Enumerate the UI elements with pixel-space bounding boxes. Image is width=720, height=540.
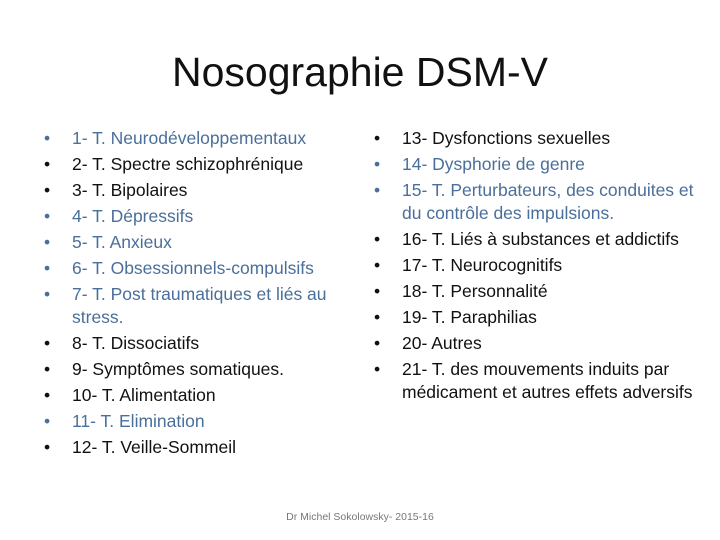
left-list-item-text: 3- T. Bipolaires: [72, 180, 188, 200]
left-list-item-text: 9- Symptômes somatiques.: [72, 359, 285, 379]
bullet-icon: •: [44, 206, 51, 226]
right-list-item-text: 20- Autres: [402, 333, 482, 353]
right-list-item-text: 19- T. Paraphilias: [402, 307, 537, 327]
right-list-item-text: 13- Dysfonctions sexuelles: [402, 128, 611, 148]
left-list-item-text: 2- T. Spectre schizophrénique: [72, 154, 304, 174]
right-list-item: [374, 306, 694, 329]
bullet-icon: •: [374, 154, 381, 174]
left-list-item-text: 8- T. Dissociatifs: [72, 333, 200, 353]
bullet-icon: •: [374, 307, 381, 327]
left-list-item: [44, 205, 364, 228]
left-list-item: [44, 283, 364, 329]
slide-footer: Dr Michel Sokolowsky- 2015-16: [286, 511, 434, 523]
right-list-item: [374, 254, 694, 277]
bullet-icon: •: [44, 154, 51, 174]
right-list-item-text: 15- T. Perturbateurs, des conduites et du contrôle des impulsions.: [402, 180, 694, 223]
right-list-item: [374, 280, 694, 303]
bullet-icon: •: [44, 333, 51, 353]
left-list-item-text: 12- T. Veille-Sommeil: [72, 437, 237, 457]
right-column-list: [374, 127, 694, 407]
right-list-item-text: 16- T. Liés à substances et addictifs: [402, 229, 679, 249]
bullet-icon: •: [44, 284, 51, 304]
right-list-item-text: 17- T. Neurocognitifs: [402, 255, 563, 275]
bullet-icon: •: [44, 411, 51, 431]
right-list-item: [374, 153, 694, 176]
bullet-icon: •: [44, 128, 51, 148]
slide-title: Nosographie DSM-V: [172, 49, 548, 95]
right-list-item-text: 18- T. Personnalité: [402, 281, 548, 301]
right-list-item: [374, 179, 694, 225]
right-list-item: [374, 127, 694, 150]
left-list-item: [44, 384, 364, 407]
left-list-item-text: 6- T. Obsessionnels-compulsifs: [72, 258, 314, 278]
right-list-item-text: 14- Dysphorie de genre: [402, 154, 585, 174]
bullet-icon: •: [44, 385, 51, 405]
left-list-item-text: 7- T. Post traumatiques et liés au stress.: [72, 284, 327, 327]
bullet-icon: •: [44, 180, 51, 200]
bullet-icon: •: [374, 128, 381, 148]
left-list-item: [44, 332, 364, 355]
bullet-icon: •: [44, 437, 51, 457]
left-list-item: [44, 436, 364, 459]
bullet-icon: •: [374, 333, 381, 353]
left-list-item-text: 11- T. Elimination: [72, 411, 205, 431]
right-list-item: [374, 228, 694, 251]
left-list-item-text: 5- T. Anxieux: [72, 232, 172, 252]
right-list-item: [374, 332, 694, 355]
bullet-icon: •: [374, 281, 381, 301]
left-list-item: [44, 257, 364, 280]
left-list-item: [44, 153, 364, 176]
left-list-item-text: 4- T. Dépressifs: [72, 206, 194, 226]
bullet-icon: •: [44, 258, 51, 278]
bullet-icon: •: [44, 232, 51, 252]
right-list-item: [374, 358, 694, 404]
bullet-icon: •: [374, 255, 381, 275]
left-list-item-text: 10- T. Alimentation: [72, 385, 216, 405]
left-list-item: [44, 358, 364, 381]
left-list-item: [44, 410, 364, 433]
right-list-item-text: 21- T. des mouvements induits par médicament et autres effets adversifs: [402, 359, 693, 402]
left-list-item: [44, 179, 364, 202]
bullet-icon: •: [44, 359, 51, 379]
bullet-icon: •: [374, 359, 381, 379]
bullet-icon: •: [374, 180, 381, 200]
left-column-list: [44, 127, 364, 462]
left-list-item: [44, 231, 364, 254]
left-list-item-text: 1- T. Neurodéveloppementaux: [72, 128, 307, 148]
left-list-item: [44, 127, 364, 150]
bullet-icon: •: [374, 229, 381, 249]
